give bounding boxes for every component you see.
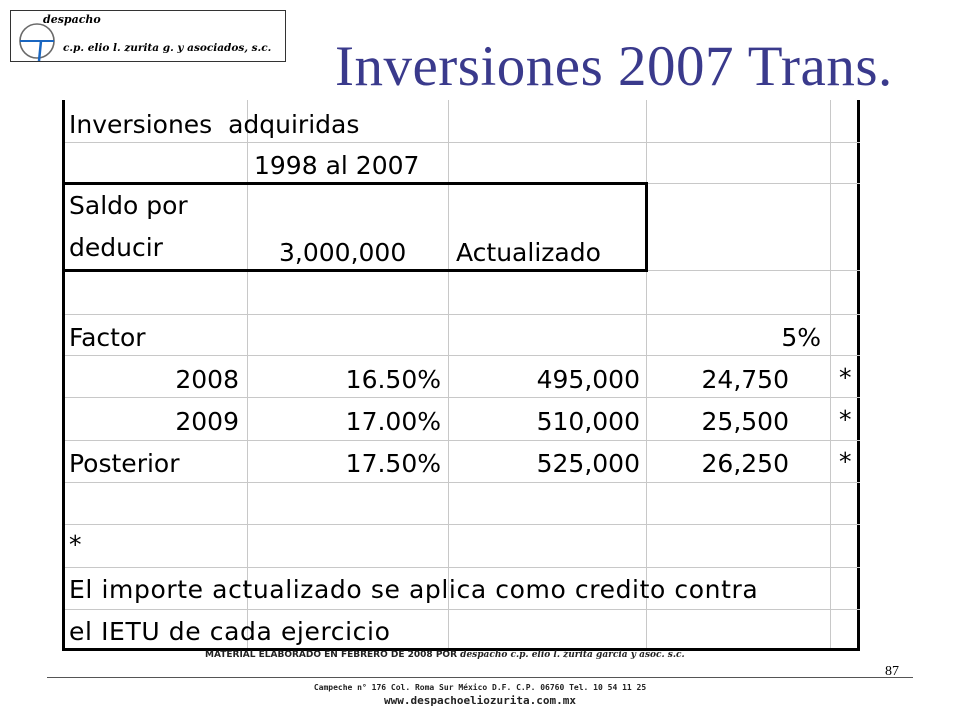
cell-period: 1998 al 2007 [254,151,420,180]
slide-title: Inversiones 2007 Trans. [335,35,893,98]
cell-saldo-label-2: deducir [69,233,163,262]
cell-year-2008: 2008 [175,365,239,394]
cell-mark-posterior: * [839,447,852,476]
cell-rate-2009: 17.00% [345,407,441,436]
cell-year-2009: 2009 [175,407,239,436]
row-divider [65,482,860,483]
row-divider [65,142,860,143]
spreadsheet-table [62,100,860,651]
cell-inversiones-adquiridas: Inversiones adquiridas [69,110,360,139]
row-divider [65,397,860,398]
cell-factor-posterior: 26,250 [701,449,789,478]
footer-website[interactable]: www.despachoeliozurita.com.mx [383,694,577,707]
row-divider [65,314,860,315]
cell-amount-2009: 510,000 [536,407,640,436]
row-divider [65,609,860,610]
logo-mark-icon [17,21,57,61]
cell-amount-2008: 495,000 [536,365,640,394]
footer-material: MATERIAL ELABORADO EN FEBRERO DE 2008 POR [205,650,458,660]
cell-amount-posterior: 525,000 [536,449,640,478]
logo-company-name: c.p. elio l. zurita g. y asociados, s.c. [63,42,272,54]
cell-posterior: Posterior [69,449,180,478]
cell-mark-2008: * [839,363,852,392]
cell-factor-label: Factor [69,323,146,352]
cell-footnote-mark: * [69,530,82,559]
page-number: 87 [885,664,899,679]
row-divider [65,355,860,356]
cell-saldo-value: 3,000,000 [279,238,407,267]
cell-rate-posterior: 17.50% [345,449,441,478]
cell-note-line-1: El importe actualizado se aplica como credito contra [69,575,759,604]
cell-mark-2009: * [839,405,852,434]
cell-factor-2009: 25,500 [701,407,789,436]
logo-word: despacho [43,13,101,26]
cell-actualizado: Actualizado [456,238,601,267]
cell-factor-value: 5% [781,323,821,352]
cell-rate-2008: 16.50% [345,365,441,394]
cell-note-line-2: el IETU de cada ejercicio [69,617,391,646]
row-divider [65,524,860,525]
row-divider [65,440,860,441]
footer-address: Campeche n° 176 Col. Roma Sur México D.F. C.P. 06760 Tel. 10 54 11 25 [313,683,647,692]
footer-material-line [205,650,685,660]
footer-divider [47,677,913,678]
cell-saldo-label-1: Saldo por [69,191,188,220]
footer-author: despacho c.p. elio l. zurita garcia y asoc. s.c. [460,650,685,660]
row-divider [65,567,860,568]
cell-factor-2008: 24,750 [701,365,789,394]
company-logo [10,10,286,62]
